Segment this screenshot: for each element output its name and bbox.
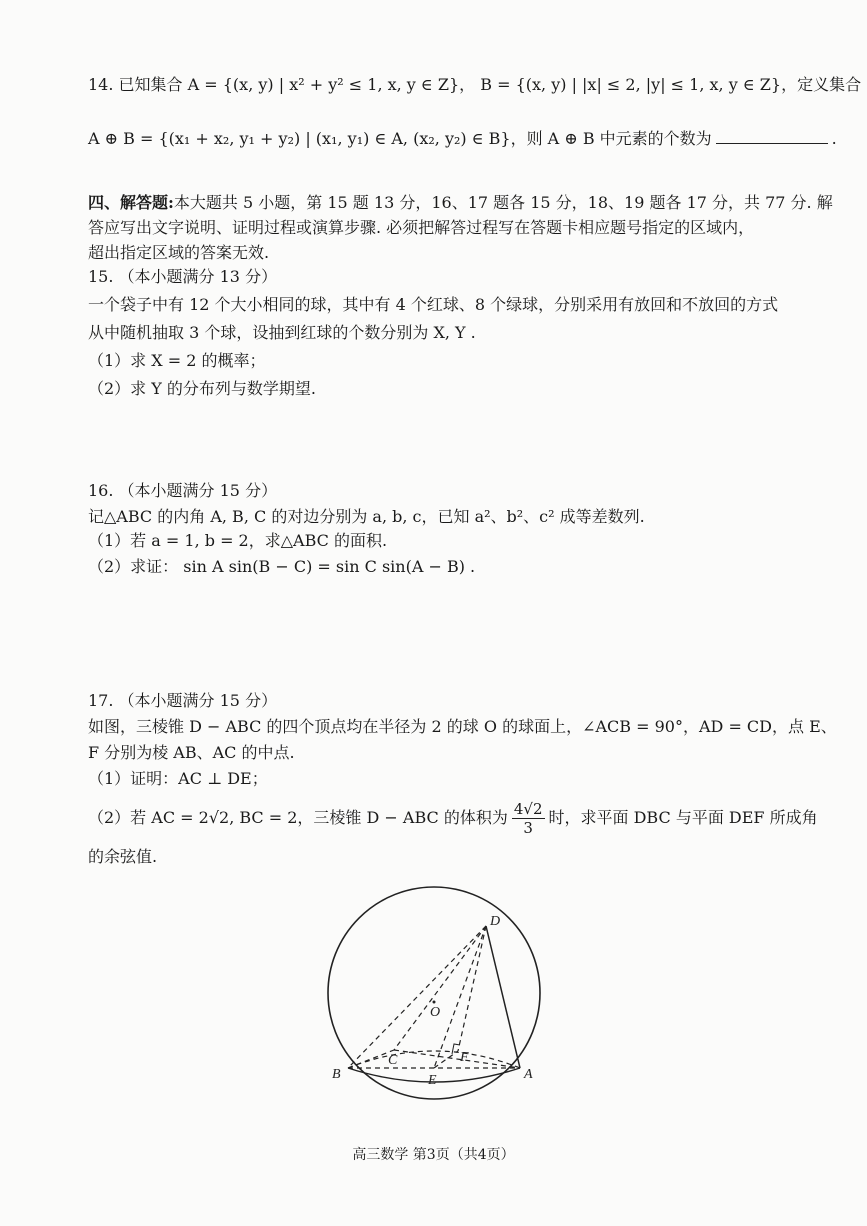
sphere-outline <box>328 887 540 1099</box>
q15-line-2: 从中随机抽取 3 个球，设抽到红球的个数分别为 X, Y . <box>88 323 476 342</box>
q17-line-2: F 分别为棱 AB、AC 的中点. <box>88 743 295 762</box>
label-A: A <box>524 1067 533 1082</box>
q17-part-2 <box>88 800 818 837</box>
q15-header: 15. （本小题满分 13 分） <box>88 267 278 286</box>
label-O: O <box>430 1005 441 1020</box>
section4-heading: 四、解答题: <box>88 193 174 212</box>
label-D: D <box>490 914 501 929</box>
label-B: B <box>332 1067 341 1082</box>
sphere-pyramid-figure <box>318 862 550 1122</box>
label-E: E <box>428 1073 437 1088</box>
q14-line-2-text: A ⊕ B = {(x₁ + x₂, y₁ + y₂) | (x₁, y₁) ∈ A, (x₂, y₂) ∈ B}，则 A ⊕ B 中元素的个数为 <box>88 129 712 148</box>
edge-EF <box>434 1051 458 1068</box>
q17-part-1: （1）证明：AC ⊥ DE； <box>88 769 268 788</box>
q17-part-2-text: （2）若 AC = 2√2, BC = 2，三棱锥 D − ABC 的体积为 <box>88 808 508 827</box>
q14-line-2-end: . <box>831 129 837 148</box>
section4-line-2: 答应写出文字说明、证明过程或演算步骤. 必须把解答过程写在答题卡相应题号指定的区域内， <box>88 218 755 237</box>
q16-line-1: 记△ABC 的内角 A, B, C 的对边分别为 a, b, c，已知 a²、b²、c² 成等差数列. <box>88 507 645 526</box>
q15-part-2: （2）求 Y 的分布列与数学期望. <box>88 379 317 398</box>
answer-blank <box>716 129 828 144</box>
q16-header: 16. （本小题满分 15 分） <box>88 481 278 500</box>
center-point <box>433 1001 436 1004</box>
label-F: F <box>460 1050 469 1065</box>
q15-part-1: （1）求 X = 2 的概率； <box>88 351 266 370</box>
q14-line-2 <box>88 128 837 150</box>
section4-text-1: 本大题共 5 小题，第 15 题 13 分，16、17 题各 15 分，18、19 题各 17 分，共 77 分. 解 <box>173 193 833 212</box>
base-ellipse-back <box>348 1051 520 1068</box>
edge-DA <box>486 926 520 1068</box>
page-footer: 高三数学 第3页（共4页） <box>352 1147 515 1163</box>
edge-DF <box>458 926 486 1051</box>
q17-line-1: 如图，三棱锥 D − ABC 的四个顶点均在半径为 2 的球 O 的球面上，∠ACB = 90°，AD = CD，点 E、 <box>88 717 837 736</box>
q16-part-1: （1）若 a = 1, b = 2，求△ABC 的面积. <box>88 531 388 550</box>
q17-header: 17. （本小题满分 15 分） <box>88 691 278 710</box>
volume-fraction <box>512 800 545 837</box>
edge-DE <box>434 926 486 1068</box>
section4-line-1 <box>88 192 833 214</box>
q16-part-2: （2）求证： sin A sin(B − C) = sin C sin(A − B) . <box>88 557 476 576</box>
section4-line-3: 超出指定区域的答案无效. <box>88 243 270 262</box>
label-C: C <box>388 1053 398 1068</box>
q17-line-last: 的余弦值. <box>88 847 158 866</box>
q14-line-1: 14. 已知集合 A = {(x, y) | x² + y² ≤ 1, x, y ∈ Z}， B = {(x, y) | |x| ≤ 2, |y| ≤ 1, x, y ∈ Z}，定义集合 <box>88 75 862 94</box>
fraction-numerator: 4√2 <box>513 800 543 818</box>
q17-part-2-end: 时，求平面 DBC 与平面 DEF 所成角 <box>548 808 818 827</box>
q15-line-1: 一个袋子中有 12 个大小相同的球，其中有 4 个红球、8 个绿球，分别采用有放回和不放回的方式 <box>88 295 779 314</box>
fraction-denominator: 3 <box>523 819 533 837</box>
edge-DB <box>348 926 486 1068</box>
